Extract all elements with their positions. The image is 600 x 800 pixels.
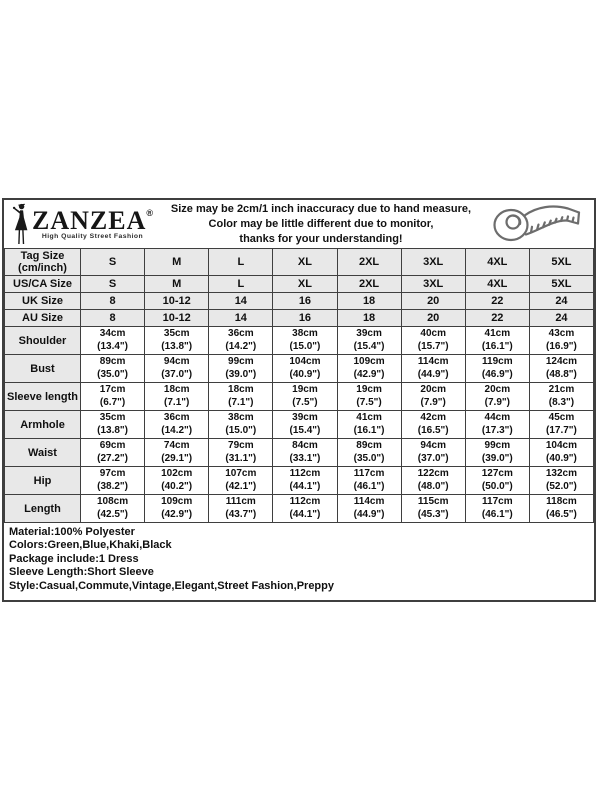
size-cell: XL (273, 276, 337, 293)
size-cell: 20 (401, 310, 465, 327)
size-cell: 109cm (42.9") (337, 355, 401, 383)
size-cell: 10-12 (145, 293, 209, 310)
size-cell: 10-12 (145, 310, 209, 327)
table-row (5, 467, 594, 495)
size-cell: 119cm (46.9") (465, 355, 529, 383)
size-cell: 89cm (35.0") (337, 439, 401, 467)
brand-logo (4, 203, 164, 245)
table-row (5, 495, 594, 523)
row-label: Shoulder (5, 327, 81, 355)
size-cell: 108cm (42.5") (81, 495, 145, 523)
size-cell: L (209, 276, 273, 293)
size-cell: 43cm (16.9") (529, 327, 593, 355)
row-label: US/CA Size (5, 276, 81, 293)
row-label: Waist (5, 439, 81, 467)
product-info (4, 523, 594, 600)
size-cell: 94cm (37.0") (401, 439, 465, 467)
size-cell: 94cm (37.0") (145, 355, 209, 383)
size-cell: 35cm (13.8") (145, 327, 209, 355)
size-cell: 112cm (44.1") (273, 495, 337, 523)
size-cell: 8 (81, 293, 145, 310)
size-cell: 117cm (46.1") (337, 467, 401, 495)
size-cell: 5XL (529, 249, 593, 276)
size-cell: S (81, 249, 145, 276)
size-cell: 2XL (337, 249, 401, 276)
table-row (5, 310, 594, 327)
size-cell: S (81, 276, 145, 293)
size-cell: 16 (273, 310, 337, 327)
size-cell: 38cm (15.0") (209, 411, 273, 439)
size-cell: 18cm (7.1") (145, 383, 209, 411)
size-cell: 84cm (33.1") (273, 439, 337, 467)
table-row (5, 411, 594, 439)
table-row (5, 439, 594, 467)
size-cell: 24 (529, 310, 593, 327)
size-cell: 112cm (44.1") (273, 467, 337, 495)
table-row (5, 355, 594, 383)
size-cell: 20cm (7.9") (465, 383, 529, 411)
size-cell: 41cm (16.1") (337, 411, 401, 439)
size-cell: 74cm (29.1") (145, 439, 209, 467)
size-cell: 69cm (27.2") (81, 439, 145, 467)
size-cell: 118cm (46.5") (529, 495, 593, 523)
brand-text-block (32, 208, 153, 240)
size-cell: 5XL (529, 276, 593, 293)
table-row (5, 276, 594, 293)
row-label: Armhole (5, 411, 81, 439)
size-cell: 18 (337, 310, 401, 327)
size-cell: 99cm (39.0") (465, 439, 529, 467)
size-cell: 2XL (337, 276, 401, 293)
size-cell: 3XL (401, 249, 465, 276)
size-cell: 122cm (48.0") (401, 467, 465, 495)
size-cell: 14 (209, 293, 273, 310)
woman-silhouette-icon (11, 203, 30, 245)
size-cell: 39cm (15.4") (273, 411, 337, 439)
disclaimer-line-1: Size may be 2cm/1 inch inaccuracy due to hand measure, (170, 202, 472, 215)
size-cell: 104cm (40.9") (273, 355, 337, 383)
table-row (5, 327, 594, 355)
size-cell: 38cm (15.0") (273, 327, 337, 355)
size-cell: 111cm (43.7") (209, 495, 273, 523)
size-cell: M (145, 276, 209, 293)
size-cell: 40cm (15.7") (401, 327, 465, 355)
size-cell: 109cm (42.9") (145, 495, 209, 523)
size-cell: 41cm (16.1") (465, 327, 529, 355)
size-chart-sheet (2, 198, 596, 602)
table-row (5, 249, 594, 276)
size-cell: 22 (465, 293, 529, 310)
info-package: Package include:1 Dress (9, 552, 139, 565)
size-cell: 16 (273, 293, 337, 310)
size-cell: M (145, 249, 209, 276)
info-colors: Colors:Green,Blue,Khaki,Black (9, 539, 172, 552)
row-label: Hip (5, 467, 81, 495)
size-cell: 14 (209, 310, 273, 327)
size-cell: 4XL (465, 276, 529, 293)
size-cell: 114cm (44.9") (401, 355, 465, 383)
size-cell: 34cm (13.4") (81, 327, 145, 355)
size-cell: 18cm (7.1") (209, 383, 273, 411)
info-style: Style:Casual,Commute,Vintage,Elegant,Street Fashion,Preppy (9, 579, 334, 592)
size-cell: 39cm (15.4") (337, 327, 401, 355)
size-cell: 18 (337, 293, 401, 310)
size-cell: 127cm (50.0") (465, 467, 529, 495)
brand-name: ZANZEA (32, 206, 147, 235)
size-cell: 19cm (7.5") (273, 383, 337, 411)
size-cell: 104cm (40.9") (529, 439, 593, 467)
size-cell: 132cm (52.0") (529, 467, 593, 495)
row-label: Length (5, 495, 81, 523)
size-cell: 117cm (46.1") (465, 495, 529, 523)
brand-tagline: High Quality Street Fashion (41, 233, 144, 240)
size-cell: 107cm (42.1") (209, 467, 273, 495)
size-cell: 4XL (465, 249, 529, 276)
size-cell: 97cm (38.2") (81, 467, 145, 495)
row-label: Tag Size (cm/inch) (5, 249, 81, 276)
size-cell: 44cm (17.3") (465, 411, 529, 439)
size-cell: 19cm (7.5") (337, 383, 401, 411)
size-cell: 114cm (44.9") (337, 495, 401, 523)
size-cell: 35cm (13.8") (81, 411, 145, 439)
disclaimer-line-2: Color may be little different due to monitor, (208, 217, 434, 230)
size-cell: 36cm (14.2") (209, 327, 273, 355)
size-cell: 36cm (14.2") (145, 411, 209, 439)
size-cell: 20cm (7.9") (401, 383, 465, 411)
disclaimer-text (164, 202, 478, 247)
size-table (4, 248, 594, 523)
size-cell: 45cm (17.7") (529, 411, 593, 439)
size-cell: 20 (401, 293, 465, 310)
measuring-tape-icon (478, 202, 594, 246)
size-cell: 8 (81, 310, 145, 327)
table-row (5, 293, 594, 310)
registered-trademark-icon: ® (146, 208, 153, 218)
info-material: Material:100% Polyester (9, 526, 135, 538)
row-label: Bust (5, 355, 81, 383)
size-cell: 17cm (6.7") (81, 383, 145, 411)
size-cell: XL (273, 249, 337, 276)
size-cell: 21cm (8.3") (529, 383, 593, 411)
size-cell: 79cm (31.1") (209, 439, 273, 467)
size-cell: 99cm (39.0") (209, 355, 273, 383)
size-cell: 115cm (45.3") (401, 495, 465, 523)
size-cell: 89cm (35.0") (81, 355, 145, 383)
size-cell: L (209, 249, 273, 276)
size-cell: 3XL (401, 276, 465, 293)
info-sleeve-length: Sleeve Length:Short Sleeve (9, 566, 154, 579)
size-cell: 24 (529, 293, 593, 310)
row-label: Sleeve length (5, 383, 81, 411)
table-row (5, 383, 594, 411)
size-cell: 22 (465, 310, 529, 327)
sheet-header (4, 200, 594, 248)
row-label: UK Size (5, 293, 81, 310)
size-cell: 102cm (40.2") (145, 467, 209, 495)
size-cell: 42cm (16.5") (401, 411, 465, 439)
row-label: AU Size (5, 310, 81, 327)
size-cell: 124cm (48.8") (529, 355, 593, 383)
disclaimer-line-3: thanks for your understanding! (239, 232, 403, 245)
